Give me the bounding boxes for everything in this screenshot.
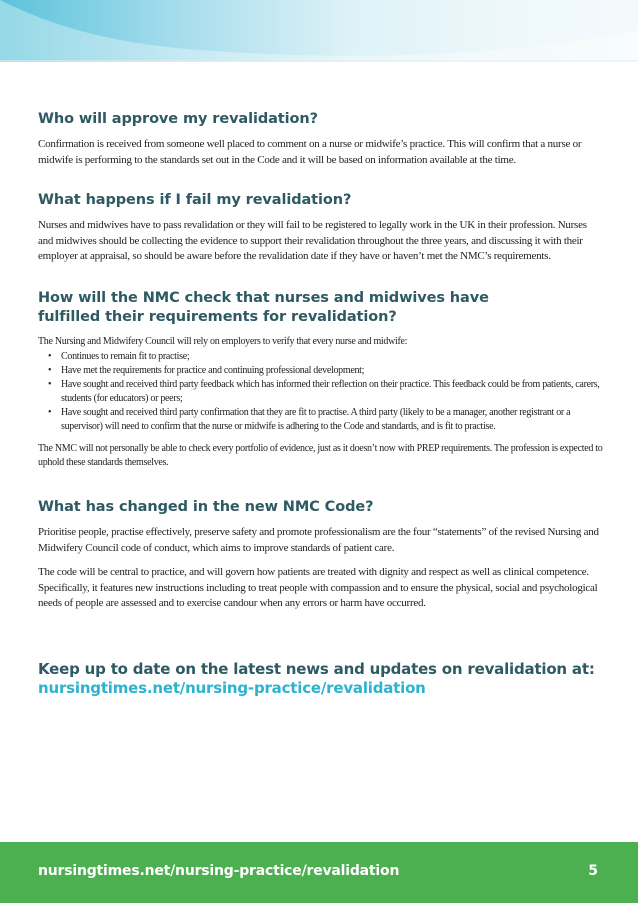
heading-new-code: What has changed in the new NMC Code? xyxy=(38,499,374,515)
cta-text: Keep up to date on the latest news and updates on revalidation at: xyxy=(38,660,595,678)
list-item xyxy=(38,378,603,406)
list-item-text: Have met the requirements for practice and continuing professional development; xyxy=(61,365,365,376)
cta-block xyxy=(38,660,603,698)
section-new-code xyxy=(38,498,603,612)
heading-nmc-check-line1: How will the NMC check that nurses and midwives have xyxy=(38,290,489,306)
section-fail-revalidation xyxy=(38,191,603,265)
bullet-glyph: • xyxy=(48,379,52,390)
paragraph-fail-revalidation: Nurses and midwives have to pass revalidation or they will fail to be registered to legally work in the UK in their profession. Nurses and midwives should be collecting the evidence to support their revalidation throughout the three years, and discussing it with their employer at appraisal, so should be aware before the revalidation date if they have or haven’t met the NMC’s requirements. xyxy=(38,219,587,262)
section-nmc-check xyxy=(38,289,603,470)
list-item-text: Have sought and received third party confirmation that they are fit to practise. A third party (likely to be a manager, another registrant or a supervisor) will need to confirm that the nurse or midwife is adhering to the Code and standards, and is fit to practise. xyxy=(61,407,571,432)
heading-fail-revalidation: What happens if I fail my revalidation? xyxy=(38,192,352,208)
list-item xyxy=(38,406,603,434)
paragraph-new-code-2: The code will be central to practice, and will govern how patients are treated with dignity and respect as well as clinical competence. Specifically, it features new instructions including to treat people with compassion and to ensure the physical, social and psychological needs of people are assessed and to exercise candour when any errors or harm have occurred. xyxy=(38,566,598,609)
heading-nmc-check xyxy=(38,289,603,327)
bullet-glyph: • xyxy=(48,365,52,376)
list-item-text: Have sought and received third party feedback which has informed their reflection on their practice. This feedback could be from patients, carers, students (for educators) or peers; xyxy=(61,379,600,404)
page-number: 5 xyxy=(588,863,598,879)
heading-nmc-check-line2: fulfilled their requirements for revalidation? xyxy=(38,309,397,325)
paragraph-new-code-1: Prioritise people, practise effectively, preserve safety and promote professionalism are the four “statements” of the revised Nursing and Midwifery Council code of conduct, which aims to improve standards of patient care. xyxy=(38,526,599,554)
heading-who-approves: Who will approve my revalidation? xyxy=(38,111,318,127)
list-item xyxy=(38,350,603,364)
footer-url-link[interactable]: nursingtimes.net/nursing-practice/revalidation xyxy=(38,863,400,879)
footer-bar xyxy=(0,842,638,903)
bullet-glyph: • xyxy=(48,351,52,362)
paragraph-nmc-intro: The Nursing and Midwifery Council will rely on employers to verify that every nurse and midwife: xyxy=(38,336,408,347)
section-who-approves xyxy=(38,110,603,168)
cta-link[interactable]: nursingtimes.net/nursing-practice/revalidation xyxy=(38,679,426,697)
paragraph-who-approves: Confirmation is received from someone well placed to comment on a nurse or midwife’s practice. This will confirm that a nurse or midwife is performing to the standards set out in the Code and it will be based on information available at the time. xyxy=(38,138,582,166)
requirements-list xyxy=(38,350,603,434)
bullet-glyph: • xyxy=(48,407,52,418)
list-item xyxy=(38,364,603,378)
list-item-text: Continues to remain fit to practise; xyxy=(61,351,190,362)
header-wave-shape xyxy=(0,0,638,62)
header-decorative-band xyxy=(0,0,638,62)
paragraph-nmc-outro: The NMC will not personally be able to check every portfolio of evidence, just as it doesn’t now with PREP requirements. The profession is expected to uphold these standards themselves. xyxy=(38,443,603,468)
